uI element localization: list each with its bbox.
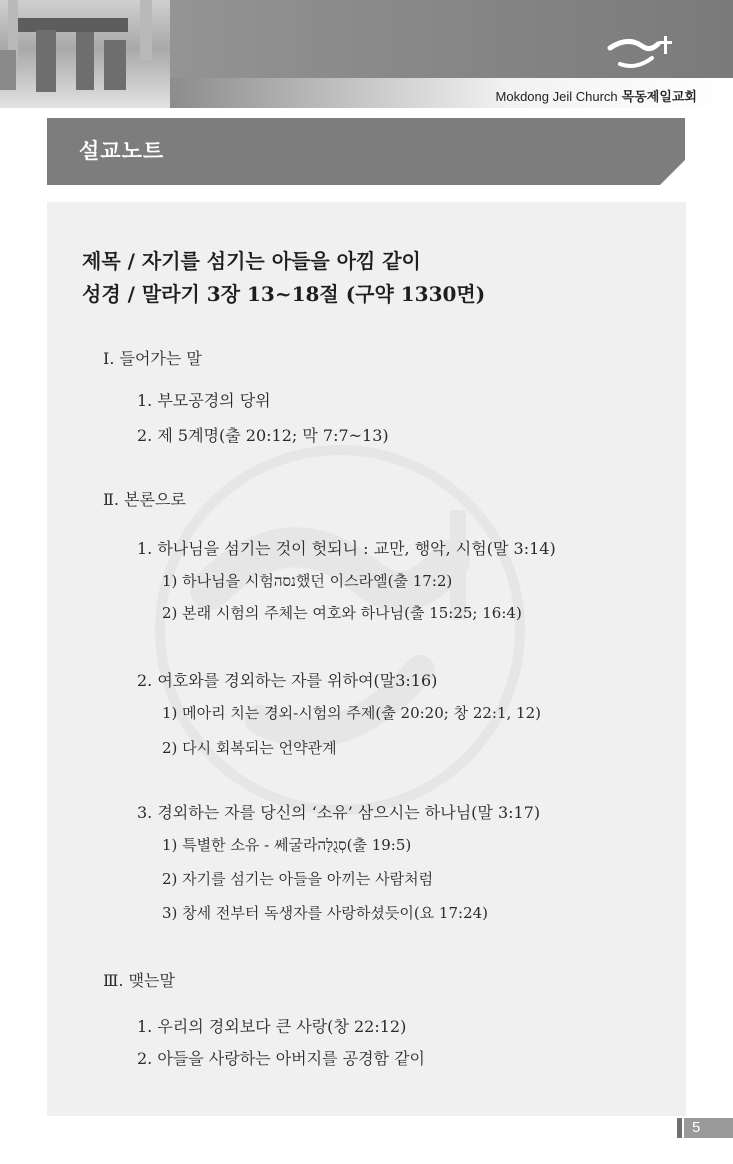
sub-item: 1) 메아리 치는 경외-시험의 주제(출 20:20; 창 22:1, 12) xyxy=(162,704,541,722)
church-name-en: Mokdong Jeil Church xyxy=(495,89,618,104)
sub-item: 3) 창세 전부터 독생자를 사랑하셨듯이(요 17:24) xyxy=(162,904,489,922)
page-number: 5 xyxy=(684,1118,733,1138)
sermon-scripture: 성경 / 말라기 3장 13~18절 (구약 1330면) xyxy=(82,282,486,306)
watermark-logo-icon xyxy=(150,440,530,820)
sub-item: 2) 본래 시험의 주체는 여호와 하나님(출 15:25; 16:4) xyxy=(162,604,522,622)
sub-item: 2) 다시 회복되는 언약관계 xyxy=(162,739,337,757)
sermon-title: 제목 / 자기를 섬기는 아들을 아낌 같이 xyxy=(82,249,421,273)
sub-item: 2) 자기를 섬기는 아들을 아끼는 사람처럼 xyxy=(162,870,434,888)
section-title: 설교노트 xyxy=(79,139,165,163)
church-name-kr: 목동제일교회 xyxy=(621,89,697,104)
list-item: 2. 아들을 사랑하는 아버지를 공경함 같이 xyxy=(137,1049,425,1068)
page-number-marker xyxy=(677,1118,682,1138)
part2-heading: Ⅱ. 본론으로 xyxy=(103,490,186,509)
list-item: 1. 우리의 경외보다 큰 사랑(창 22:12) xyxy=(137,1017,407,1036)
list-item: 3. 경외하는 자를 당신의 ‘소유’ 삼으시는 하나님(말 3:17) xyxy=(137,803,541,822)
church-logo-icon xyxy=(606,30,676,72)
list-item: 1. 부모공경의 당위 xyxy=(137,391,271,410)
part3-heading: Ⅲ. 맺는말 xyxy=(103,971,175,990)
list-item: 2. 제 5계명(출 20:12; 막 7:7~13) xyxy=(137,426,389,445)
church-name xyxy=(496,86,697,105)
sub-item: 1) 하나님을 시험נסה했던 이스라엘(출 17:2) xyxy=(162,572,453,590)
header-photo xyxy=(0,0,170,108)
list-item: 1. 하나님을 섬기는 것이 헛되니 : 교만, 행악, 시험(말 3:14) xyxy=(137,539,556,558)
corner-fold-icon xyxy=(660,160,685,185)
list-item: 2. 여호와를 경외하는 자를 위하여(말3:16) xyxy=(137,671,438,690)
part1-heading: Ⅰ. 들어가는 말 xyxy=(103,349,202,368)
sub-item: 1) 특별한 소유 - 쎄굴라סְגֻלָּה(출 19:5) xyxy=(162,836,412,854)
